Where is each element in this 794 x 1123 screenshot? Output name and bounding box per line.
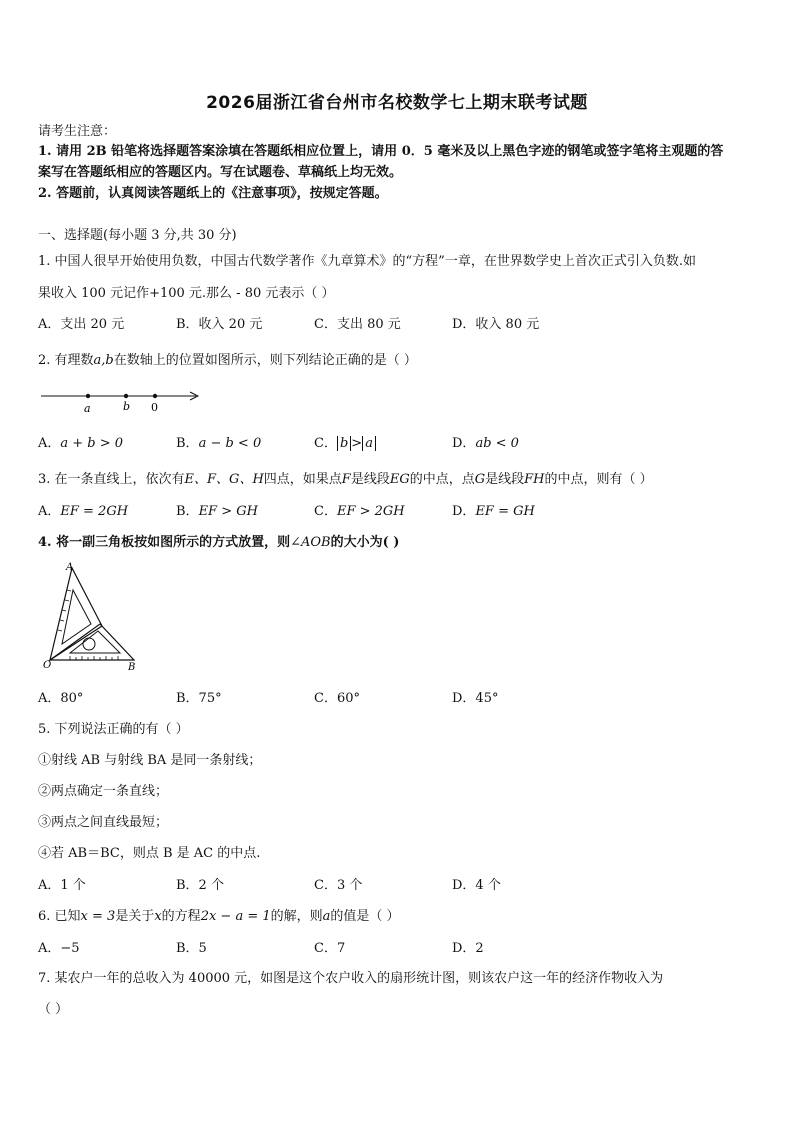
q3-v5: FH	[524, 472, 545, 487]
q3-option-b	[176, 500, 258, 519]
q7-text-a: 7. 某农户一年的总收入为 40000 元，如图是这个农户收入的扇形统计图，则该农户这一年的经济作物收入为	[38, 971, 664, 986]
q3-v3: EG	[389, 472, 410, 487]
q2-text-post: 在数轴上的位置如图所示，则下列结论正确的是（ ）	[113, 353, 417, 368]
q5-statement-2: ②两点确定一条直线；	[38, 784, 169, 799]
section-heading: 一、选择题(每小题 3 分,共 30 分)	[38, 228, 237, 243]
q2-option-c	[314, 432, 376, 451]
q3-text	[38, 468, 653, 487]
q3-option-b-letter: B．	[176, 504, 199, 519]
fig-label-b: B	[128, 662, 136, 672]
q2-option-d-expr: ab < 0	[475, 436, 519, 451]
q3-option-c	[314, 500, 405, 519]
q3-p4: 的中点，点	[409, 472, 475, 487]
q2-option-a-letter: A．	[38, 436, 61, 451]
q3-p1: 3. 在一条直线上，依次有	[38, 472, 185, 487]
q6-v2: x	[154, 909, 162, 924]
q1-option-a: A．支出 20 元	[38, 317, 125, 332]
q3-option-c-letter: C．	[314, 504, 337, 519]
q6-v4: a	[322, 909, 331, 924]
q5-text: 5. 下列说法正确的有（ ）	[38, 722, 189, 737]
q5-option-d: D．4 个	[452, 878, 501, 893]
label-a: a	[84, 402, 91, 415]
q5-option-c: C．3 个	[314, 878, 363, 893]
label-zero: 0	[151, 401, 158, 414]
page-title: 2026届浙江省台州市名校数学七上期末联考试题	[206, 93, 588, 113]
q6-v1: x = 3	[80, 909, 116, 924]
q4-option-d: D．45°	[452, 691, 499, 706]
point-a	[86, 394, 90, 398]
q2-option-c-abs-b: b	[337, 436, 351, 451]
q6-text	[38, 905, 400, 924]
notice-item-1b: 案写在答题纸相应的答题区内。写在试题卷、草稿纸上均无效。	[38, 165, 403, 180]
q6-p3: 的方程	[161, 909, 201, 924]
q6-p5: 的值是（ ）	[330, 909, 400, 924]
q4-option-a: A．80°	[38, 691, 84, 706]
q2-option-a	[38, 432, 123, 451]
notice-item-2: 2. 答题前，认真阅读答题纸上的《注意事项》，按规定答题。	[38, 186, 388, 201]
notice-item-1a: 1. 请用 2B 铅笔将选择题答案涂填在答题纸相应位置上，请用 0．5 毫米及以上黑色字迹的钢笔或签字笔将主观题的答	[38, 144, 724, 159]
label-b: b	[123, 400, 131, 413]
q5-option-a: A．1 个	[38, 878, 86, 893]
q3-v2: F	[341, 472, 351, 487]
q2-option-c-gt: >	[351, 436, 363, 451]
q2-option-a-expr: a + b > 0	[60, 436, 124, 451]
q1-option-c: C．支出 80 元	[314, 317, 401, 332]
q1-option-b: B．收入 20 元	[176, 317, 263, 332]
q3-option-a-expr: EF = 2GH	[60, 504, 129, 519]
point-zero	[153, 394, 157, 398]
q5-option-b: B．2 个	[176, 878, 224, 893]
q4-p1: 4. 将一副三角板按如图所示的方式放置，则	[38, 535, 291, 550]
q6-option-a: A．−5	[38, 941, 80, 956]
q6-p4: 的解，则	[270, 909, 323, 924]
q3-option-a	[38, 500, 128, 519]
q3-v4: G	[474, 472, 486, 487]
q2-option-b-letter: B．	[176, 436, 199, 451]
q1-option-d: D．收入 80 元	[452, 317, 540, 332]
notice-heading: 请考生注意：	[38, 124, 117, 139]
q3-option-b-expr: EF > GH	[198, 504, 258, 519]
q5-statement-4: ④若 AB＝BC，则点 B 是 AC 的中点.	[38, 846, 261, 861]
q3-p3: 是线段	[350, 472, 390, 487]
q2-option-d-letter: D．	[452, 436, 476, 451]
number-line-figure	[38, 384, 208, 418]
q6-p1: 6. 已知	[38, 909, 81, 924]
q6-option-b: B．5	[176, 941, 207, 956]
q3-p2: 四点，如果点	[263, 472, 342, 487]
q6-p2: 是关于	[115, 909, 155, 924]
q3-option-c-expr: EF > 2GH	[336, 504, 405, 519]
q2-option-b-expr: a − b < 0	[198, 436, 262, 451]
q4-option-c: C．60°	[314, 691, 360, 706]
q2-option-d	[452, 432, 519, 451]
fig-label-a: A	[66, 562, 74, 573]
q2-text-pre: 2. 有理数	[38, 353, 94, 368]
q6-v3: 2x − a = 1	[200, 909, 271, 924]
q4-v1: ∠AOB	[290, 535, 331, 550]
q2-vars: a,b	[93, 353, 114, 368]
q3-option-d-expr: EF = GH	[475, 504, 535, 519]
point-b	[124, 394, 128, 398]
q4-option-b: B．75°	[176, 691, 222, 706]
q2-option-b	[176, 432, 261, 451]
q7-text-b: （ ）	[38, 1002, 69, 1017]
q1-text-b: 果收入 100 元记作+100 元.那么 - 80 元表示（ ）	[38, 286, 335, 301]
q6-option-d: D．2	[452, 941, 484, 956]
q3-option-a-letter: A．	[38, 504, 61, 519]
triangle-hole	[83, 638, 95, 650]
q3-option-d	[452, 500, 535, 519]
q6-option-c: C．7	[314, 941, 346, 956]
q2-option-c-letter: C．	[314, 436, 337, 451]
q5-statement-1: ①射线 AB 与射线 BA 是同一条射线；	[38, 753, 262, 768]
q3-p5: 是线段	[485, 472, 525, 487]
q4-p2: 的大小为( )	[330, 535, 400, 550]
q2-option-c-abs-a: a	[362, 436, 376, 451]
q3-option-d-letter: D．	[452, 504, 476, 519]
q5-statement-3: ③两点之间直线最短；	[38, 815, 169, 830]
fig-label-o: O	[43, 660, 52, 671]
q4-text	[38, 531, 399, 550]
q3-v1: E、F、G、H	[184, 472, 264, 487]
q2-text	[38, 349, 417, 368]
q3-p6: 的中点，则有（ ）	[544, 472, 653, 487]
triangle-set-figure	[40, 560, 142, 672]
q1-text-a: 1. 中国人很早开始使用负数，中国古代数学著作《九章算术》的“方程”一章，在世界数学史上首次正式引入负数.如	[38, 254, 696, 269]
